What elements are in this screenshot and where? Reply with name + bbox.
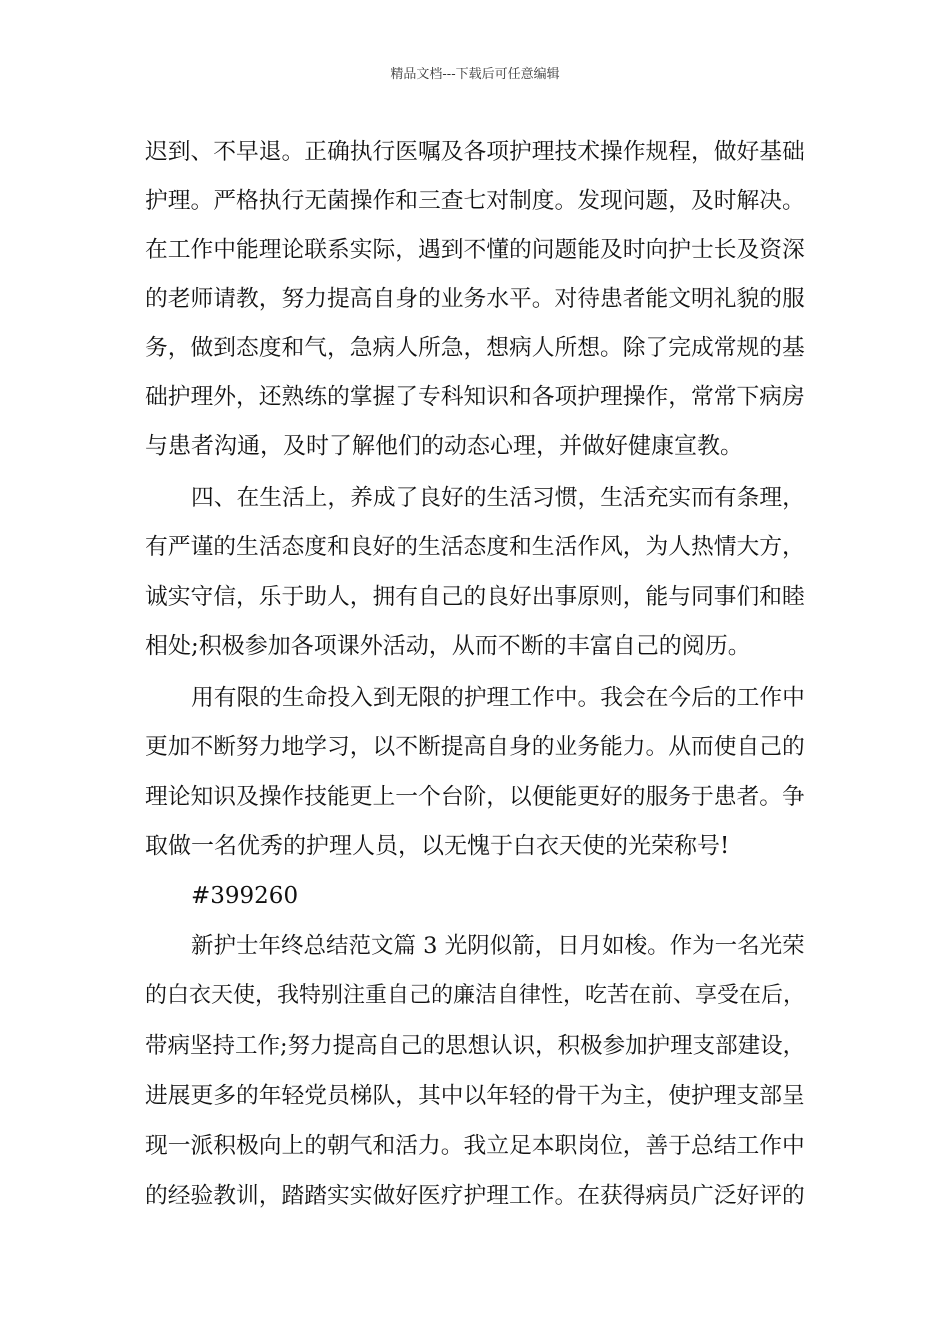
body-line: 的经验教训，踏踏实实做好医疗护理工作。在获得病员广泛好评的 (145, 1183, 805, 1209)
body-line: 在工作中能理论联系实际，遇到不懂的问题能及时向护士长及资深 (145, 237, 805, 263)
body-line: 更加不断努力地学习，以不断提高自身的业务能力。从而使自己的 (145, 734, 805, 760)
body-line: 的白衣天使，我特别注重自己的廉洁自律性，吃苦在前、享受在后， (145, 983, 806, 1008)
body-line: 与患者沟通，及时了解他们的动态心理，并做好健康宣教。 (145, 433, 743, 459)
body-line: 有严谨的生活态度和良好的生活态度和生活作风，为人热情大方， (145, 534, 805, 560)
body-line: 务，做到态度和气，急病人所急，想病人所想。除了完成常规的基 (145, 335, 805, 361)
body-line: 迟到、不早退。正确执行医嘱及各项护理技术操作规程，做好基础 (145, 139, 805, 165)
paragraph-first-line: 四、在生活上，养成了良好的生活习惯，生活充实而有条理， (191, 485, 805, 511)
body-line: 现一派积极向上的朝气和活力。我立足本职岗位，善于总结工作中 (145, 1133, 805, 1159)
document-id: #399260 (191, 883, 299, 909)
body-line: 护理。严格执行无菌操作和三查七对制度。发现问题，及时解决。 (145, 188, 805, 214)
paragraph-first-line: 用有限的生命投入到无限的护理工作中。我会在今后的工作中 (191, 685, 805, 711)
body-line: 进展更多的年轻党员梯队，其中以年轻的骨干为主，使护理支部呈 (145, 1083, 805, 1109)
body-line: 带病坚持工作;努力提高自己的思想认识，积极参加护理支部建设， (145, 1033, 806, 1059)
body-line: 理论知识及操作技能更上一个台阶，以便能更好的服务于患者。争 (145, 784, 805, 810)
body-line: 的老师请教，努力提高自身的业务水平。对待患者能文明礼貌的服 (145, 286, 805, 312)
page-header: 精品文档---下载后可任意编辑 (390, 67, 560, 82)
body-line: 相处;积极参加各项课外活动，从而不断的丰富自己的阅历。 (145, 633, 751, 659)
body-line: 取做一名优秀的护理人员，以无愧于白衣天使的光荣称号! (145, 833, 730, 859)
body-line: 诚实守信，乐于助人，拥有自己的良好出事原则，能与同事们和睦 (145, 584, 805, 610)
body-line: 础护理外，还熟练的掌握了专科知识和各项护理操作，常常下病房 (145, 384, 805, 410)
paragraph-first-line: 新护士年终总结范文篇 3 光阴似箭，日月如梭。作为一名光荣 (191, 933, 805, 959)
